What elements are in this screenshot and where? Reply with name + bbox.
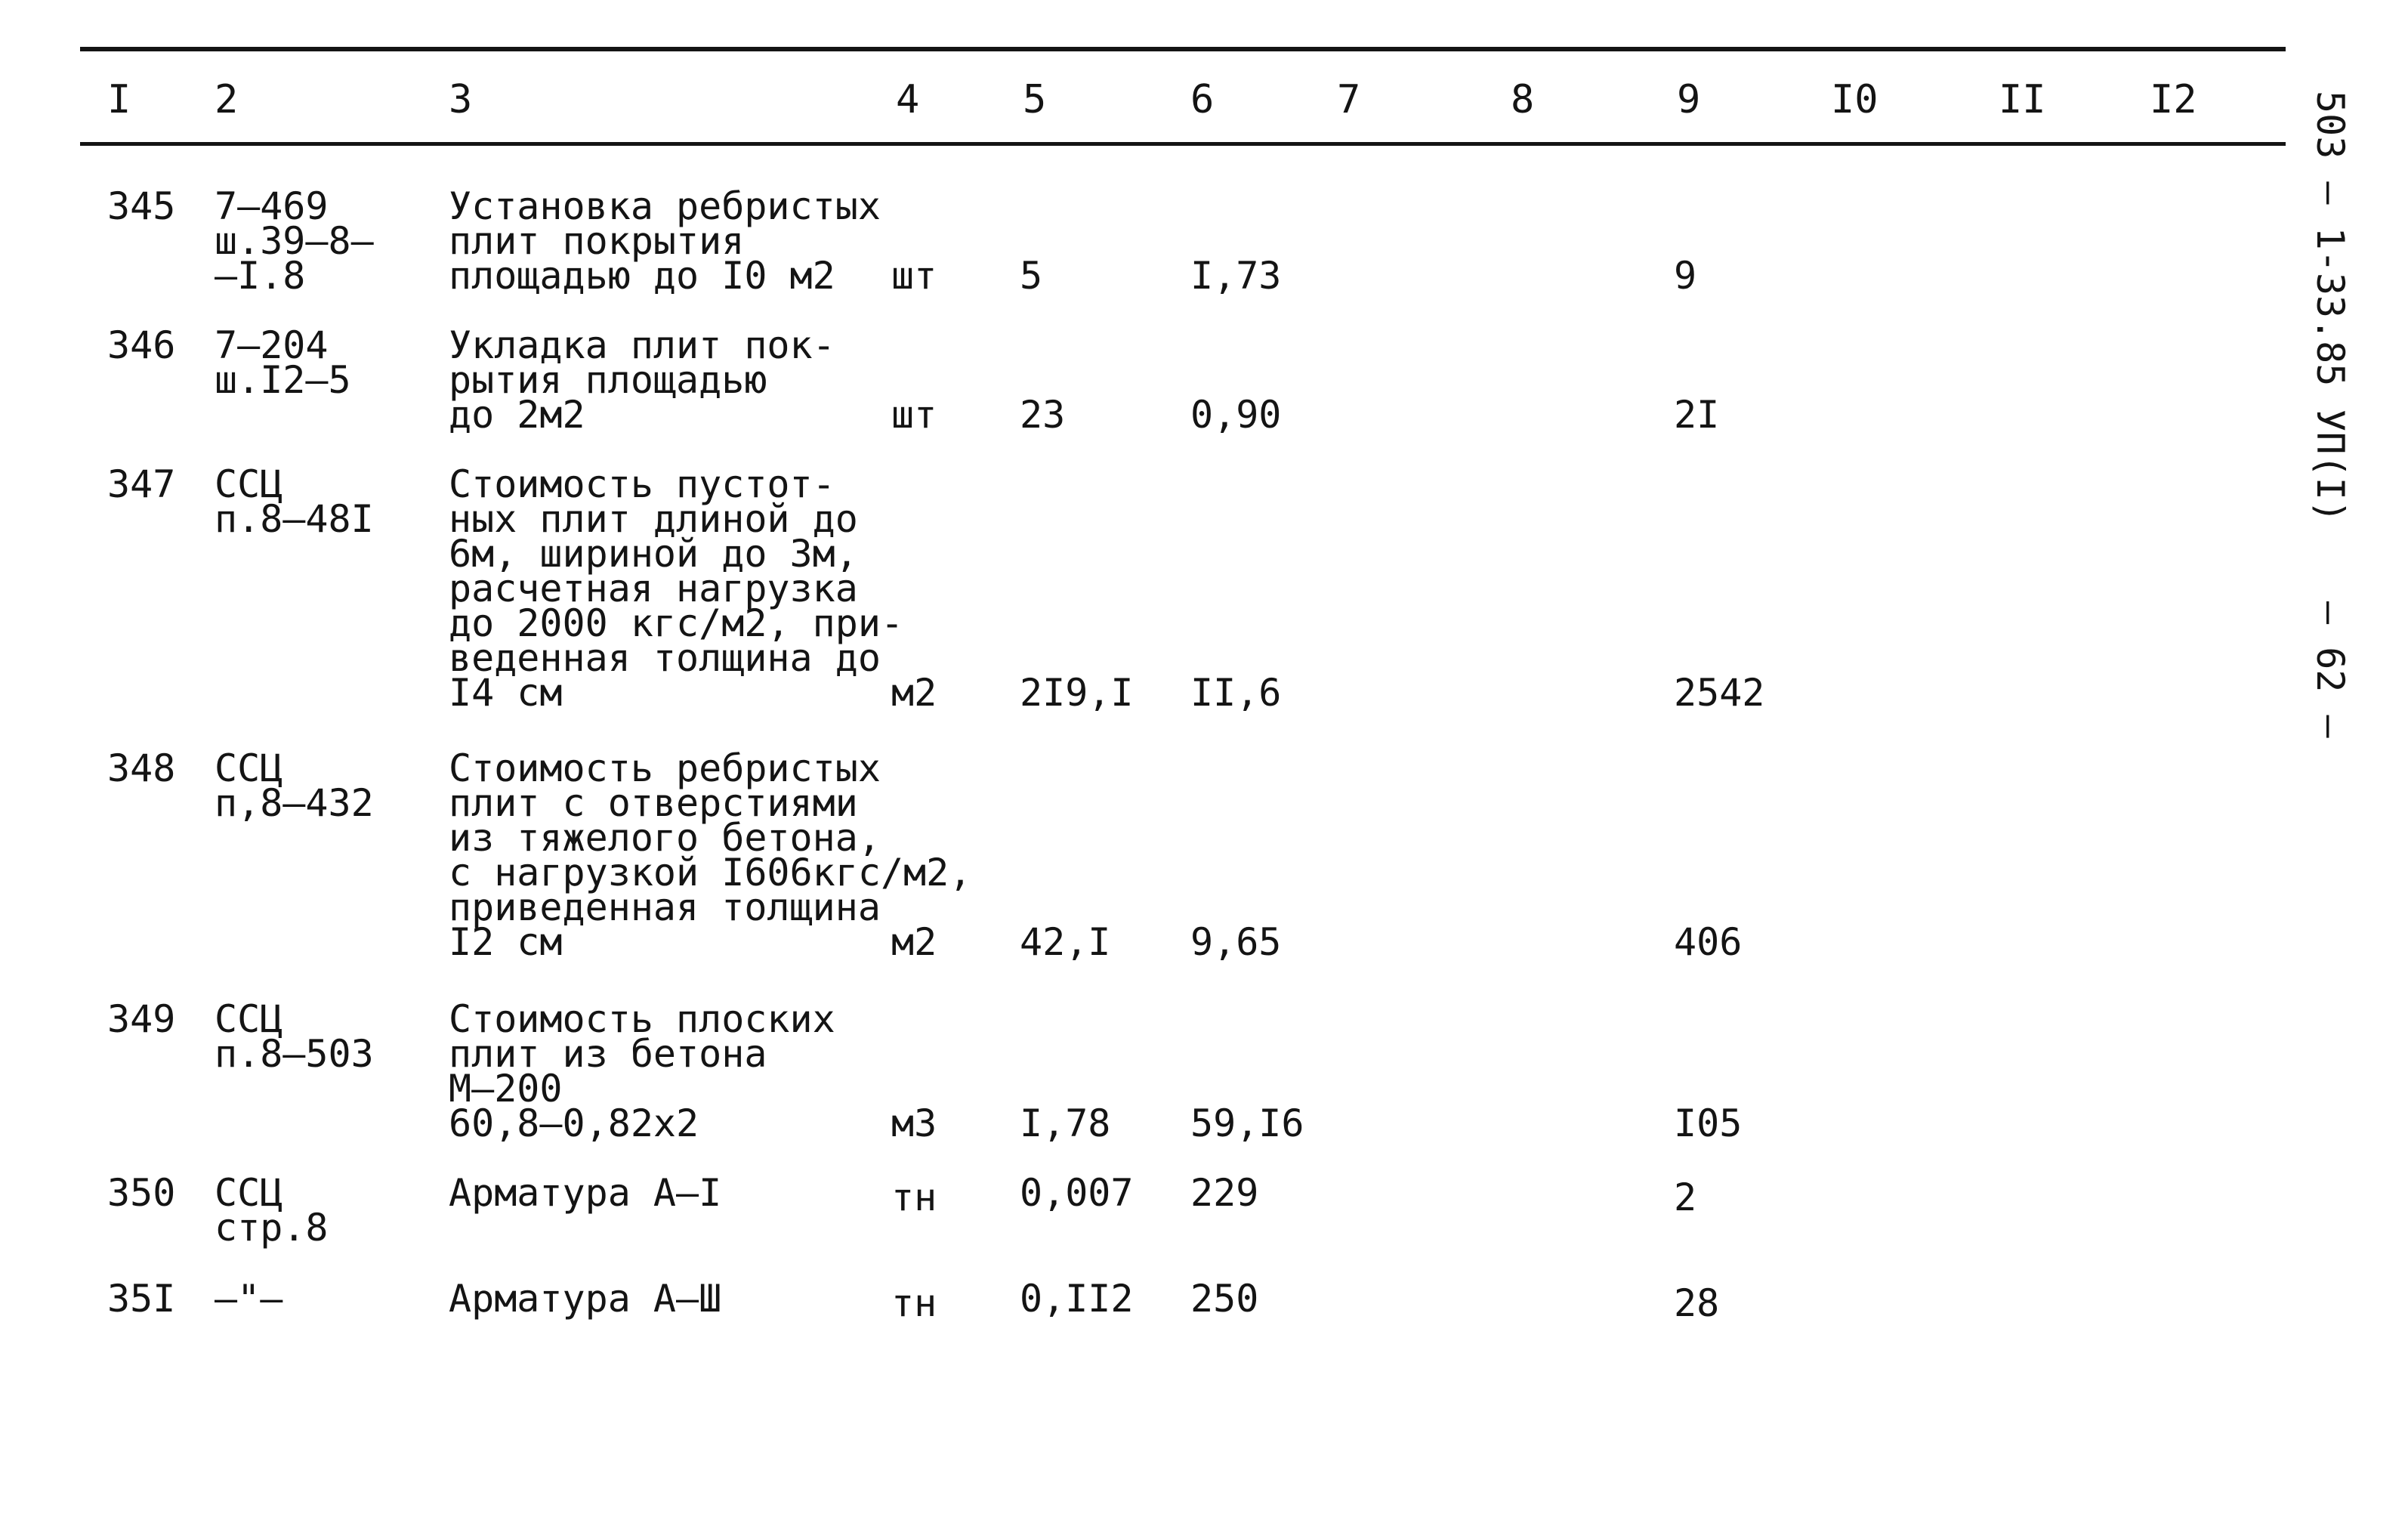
quantity: 5	[1020, 254, 1043, 298]
unit: м3	[891, 1101, 937, 1145]
unit-price: 59,I6	[1190, 1101, 1304, 1145]
norm-code: 7–204 ш.I2–5	[215, 323, 351, 402]
quantity: 2I9,I	[1020, 671, 1134, 715]
norm-code: ССЦ п.8–48I	[215, 462, 374, 541]
row-number: 350	[107, 1171, 176, 1215]
column-header-10: I0	[1831, 77, 1879, 122]
unit: м2	[891, 671, 937, 715]
column-header-9: 9	[1677, 77, 1701, 122]
work-description: Арматура А–I	[449, 1171, 722, 1215]
unit-price: II,6	[1190, 671, 1282, 715]
row-number: 349	[107, 997, 176, 1041]
header-bottom-rule	[80, 142, 2286, 146]
row-number: 35I	[107, 1277, 176, 1321]
document-code: 503 – 1-33.85 УП(I)	[2308, 91, 2352, 523]
column-header-3: 3	[449, 77, 473, 122]
norm-code: ССЦ стр.8	[215, 1171, 329, 1250]
column-header-1: I	[107, 77, 131, 122]
unit: тн	[891, 1281, 937, 1325]
row-number: 345	[107, 184, 176, 228]
column-header-6: 6	[1190, 77, 1215, 122]
column-header-4: 4	[896, 77, 920, 122]
total-cost: 2I	[1674, 393, 1720, 437]
row-number: 348	[107, 746, 176, 790]
unit-price: I,73	[1190, 254, 1282, 298]
unit-price: 0,90	[1190, 393, 1282, 437]
total-cost: I05	[1674, 1101, 1743, 1145]
quantity: 42,I	[1020, 920, 1111, 964]
norm-code: ССЦ п.8–503	[215, 997, 374, 1076]
norm-code: –"–	[215, 1277, 283, 1321]
unit: тн	[891, 1176, 937, 1219]
work-description: Стоимость плоских плит из бетона М–200 60,8–0,82х2	[449, 997, 835, 1145]
column-header-5: 5	[1023, 77, 1047, 122]
quantity: 0,II2	[1020, 1277, 1134, 1321]
unit-price: 9,65	[1190, 920, 1282, 964]
unit: шт	[891, 393, 937, 437]
table-top-rule	[80, 47, 2286, 51]
total-cost: 2542	[1674, 671, 1765, 715]
work-description: Арматура А–Ш	[449, 1277, 722, 1321]
page-number: – 62 –	[2308, 601, 2352, 738]
unit-price: 229	[1190, 1171, 1259, 1215]
row-number: 346	[107, 323, 176, 367]
column-header-7: 7	[1337, 77, 1361, 122]
row-number: 347	[107, 462, 176, 506]
quantity: I,78	[1020, 1101, 1111, 1145]
work-description: Стоимость ребристых плит с отверстиями из тяжелого бетона, с нагрузкой I606кгс/м2, приведенная толщина I2 см	[449, 746, 972, 964]
total-cost: 406	[1674, 920, 1743, 964]
quantity: 0,007	[1020, 1171, 1134, 1215]
unit: шт	[891, 254, 937, 298]
unit-price: 250	[1190, 1277, 1259, 1321]
total-cost: 28	[1674, 1281, 1720, 1325]
norm-code: 7–469 ш.39–8– –I.8	[215, 184, 374, 298]
norm-code: ССЦ п,8–432	[215, 746, 374, 825]
total-cost: 2	[1674, 1176, 1697, 1219]
column-header-2: 2	[215, 77, 239, 122]
work-description: Укладка плит пок- рытия площадью до 2м2	[449, 323, 835, 437]
total-cost: 9	[1674, 254, 1697, 298]
quantity: 23	[1020, 393, 1066, 437]
work-description: Стоимость пустот- ных плит длиной до 6м, шириной до 3м, расчетная нагрузка до 2000 кгс/м2, при- веденная толщина до I4 см	[449, 462, 904, 715]
column-header-12: I2	[2150, 77, 2197, 122]
column-header-8: 8	[1511, 77, 1535, 122]
work-description: Установка ребристых плит покрытия площадью до I0 м2	[449, 184, 881, 298]
column-header-11: II	[1999, 77, 2046, 122]
unit: м2	[891, 920, 937, 964]
